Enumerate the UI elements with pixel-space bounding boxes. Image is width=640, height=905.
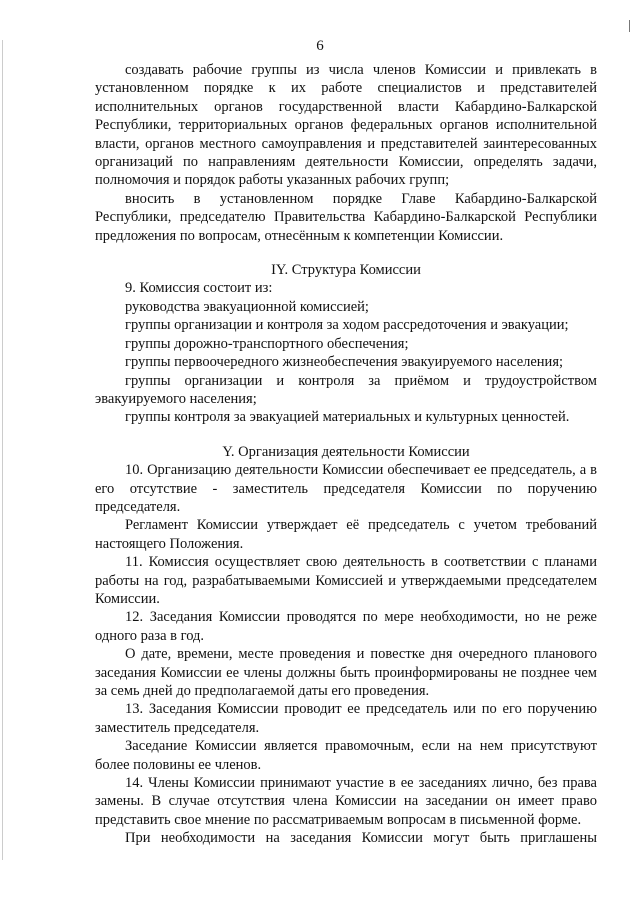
paragraph: 11. Комиссия осуществляет свою деятельность в соответствии с планами работы на год, разрабатываемыми Комиссией и утверждаемыми председателем Комиссии. xyxy=(95,554,597,607)
paragraph: группы первоочередного жизнеобеспечения эвакуируемого населения; xyxy=(125,354,564,371)
section-heading-structure: IY. Структура Комиссии xyxy=(271,262,421,279)
paragraph: группы контроля за эвакуацией материальных и культурных ценностей. xyxy=(125,409,570,426)
paragraph: Заседание Комиссии является правомочным, если на нем присутствуют более половины ее членов. xyxy=(95,738,597,773)
paragraph: группы организации и контроля за ходом рассредоточения и эвакуации; xyxy=(125,317,569,334)
paragraph: 10. Организацию деятельности Комиссии обеспечивает ее председатель, а в его отсутствие - заместитель председателя Комиссии по поручению председателя. xyxy=(95,462,597,515)
paragraph: 12. Заседания Комиссии проводятся по мере необходимости, но не реже одного раза в год. xyxy=(95,609,597,644)
paragraph: группы организации и контроля за приёмом и трудоустройством эвакуируемого населения; xyxy=(95,372,597,407)
paragraph: Регламент Комиссии утверждает её председатель с учетом требований настоящего Положения. xyxy=(95,517,597,552)
paragraph: О дате, времени, месте проведения и повестке дня очередного планового заседания Комиссии ее члены должны быть проинформированы не позднее чем за семь дней до предполагаемой даты его проведения. xyxy=(95,646,597,699)
paragraph: 13. Заседания Комиссии проводит ее председатель или по его поручению заместитель председателя. xyxy=(95,701,597,736)
section-heading-organization: Y. Организация деятельности Комиссии xyxy=(222,443,470,460)
paragraph: 14. Члены Комиссии принимают участие в ее заседаниях лично, без права замены. В случае отсутствия члена Комиссии на заседании он имеет право представить свое мнение по рассматриваемым вопросам в письменной форме. xyxy=(95,775,597,828)
paragraph: руководства эвакуационной комиссией; xyxy=(125,298,369,315)
page-number: 6 xyxy=(316,38,324,54)
scan-edge-left xyxy=(2,40,3,860)
paragraph: создавать рабочие группы из числа членов Комиссии и привлекать в установленном порядке к их работе специалистов и представителей исполнительных органов государственной власти Кабардино-Балкарской Республики, территориальных органов федеральных органов исполнительной власти, органов местного самоуправления и представителей заинтересованных организаций по направлениям деятельности Комиссии, определять задачи, полномочия и порядок работы указанных рабочих групп; xyxy=(95,62,597,189)
scan-edge-right xyxy=(629,20,630,32)
document-body xyxy=(95,61,597,848)
paragraph: 9. Комиссия состоит из: xyxy=(125,280,273,297)
paragraph: При необходимости на заседания Комиссии могут быть приглашены xyxy=(125,830,597,847)
paragraph: вносить в установленном порядке Главе Кабардино-Балкарской Республики, председателю Правительства Кабардино-Балкарской Республики предложения по вопросам, отнесённым к компетенции Комиссии. xyxy=(95,190,597,244)
paragraph: группы дорожно-транспортного обеспечения; xyxy=(125,335,409,352)
